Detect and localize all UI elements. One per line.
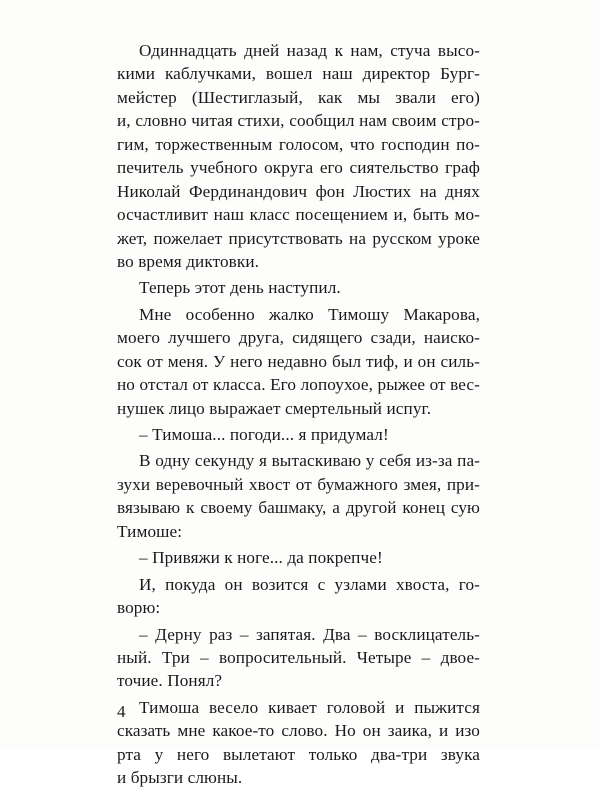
text-line: кими каблучками, вошел наш директор Бург-	[117, 64, 480, 84]
paragraph	[117, 573, 480, 620]
text-line: сок от меня. У него недавно был тиф, и он силь-	[117, 351, 480, 371]
text-line: И, покуда он возится с узлами хвоста, го-	[139, 574, 480, 594]
text-line: моего лучшего друга, сидящего сзади, наиско-	[117, 328, 480, 348]
paragraph	[117, 449, 480, 543]
text-line: Одиннадцать дней назад к нам, стуча высо-	[139, 41, 480, 60]
paragraph	[117, 276, 480, 299]
text-line: во время диктовки.	[117, 251, 260, 271]
text-line: и брызги слюны.	[117, 768, 243, 788]
text-line: вязываю к своему башмаку, а другой конец сую	[117, 498, 480, 518]
paragraph	[117, 546, 480, 569]
page-number: 4	[117, 702, 126, 721]
text-line: Николай Фердинандович фон Люстих на днях	[117, 181, 480, 201]
paragraph	[117, 303, 480, 420]
text-line: – Дерну раз – запятая. Два – восклицатель-	[139, 624, 480, 644]
paragraph	[117, 423, 480, 446]
text-line: В одну секунду я вытаскиваю у себя из-за па-	[139, 451, 480, 471]
text-line: Тимоша весело кивает головой и пыжится	[139, 697, 480, 717]
text-line: – Тимоша... погоди... я придумал!	[139, 425, 389, 444]
paragraph	[117, 39, 480, 273]
text-line: Тимоше:	[117, 521, 183, 541]
text-line: жет, пожелает присутствовать на русском уроке	[117, 228, 480, 248]
text-line: но отстал от класса. Его лопоухое, рыжее от вес-	[117, 375, 480, 395]
text-line: мейстер (Шестиглазый, как мы звали его)	[117, 87, 480, 107]
text-line: Мне особенно жалко Тимошу Макарова,	[139, 304, 480, 324]
paragraph	[117, 623, 480, 693]
text-line: ный. Три – вопросительный. Четыре – двое-	[117, 647, 480, 667]
text-line: нушек лицо выражает смертельный испуг.	[117, 398, 432, 418]
paragraph	[117, 696, 480, 790]
text-line: печитель учебного округа его сиятельство граф	[117, 158, 480, 178]
text-line: ворю:	[117, 598, 161, 618]
text-line: гим, торжественным голосом, что господин по-	[117, 134, 480, 154]
text-line: Теперь этот день наступил.	[139, 278, 341, 298]
text-line: и, словно читая стихи, сообщил нам своим стро-	[117, 111, 480, 131]
text-line: – Привяжи к ноге... да покрепче!	[139, 548, 383, 568]
text-line: зухи веревочный хвост от бумажного змея, при-	[117, 474, 480, 494]
text-line: осчастливит наш класс посещением и, быть мо-	[117, 205, 480, 225]
body-text	[117, 39, 480, 790]
text-line: рта у него вылетают только два-три звука	[117, 744, 480, 764]
text-line: сказать мне какое-то слово. Но он заика, и изо	[117, 721, 480, 741]
text-line: точие. Понял?	[117, 671, 223, 691]
